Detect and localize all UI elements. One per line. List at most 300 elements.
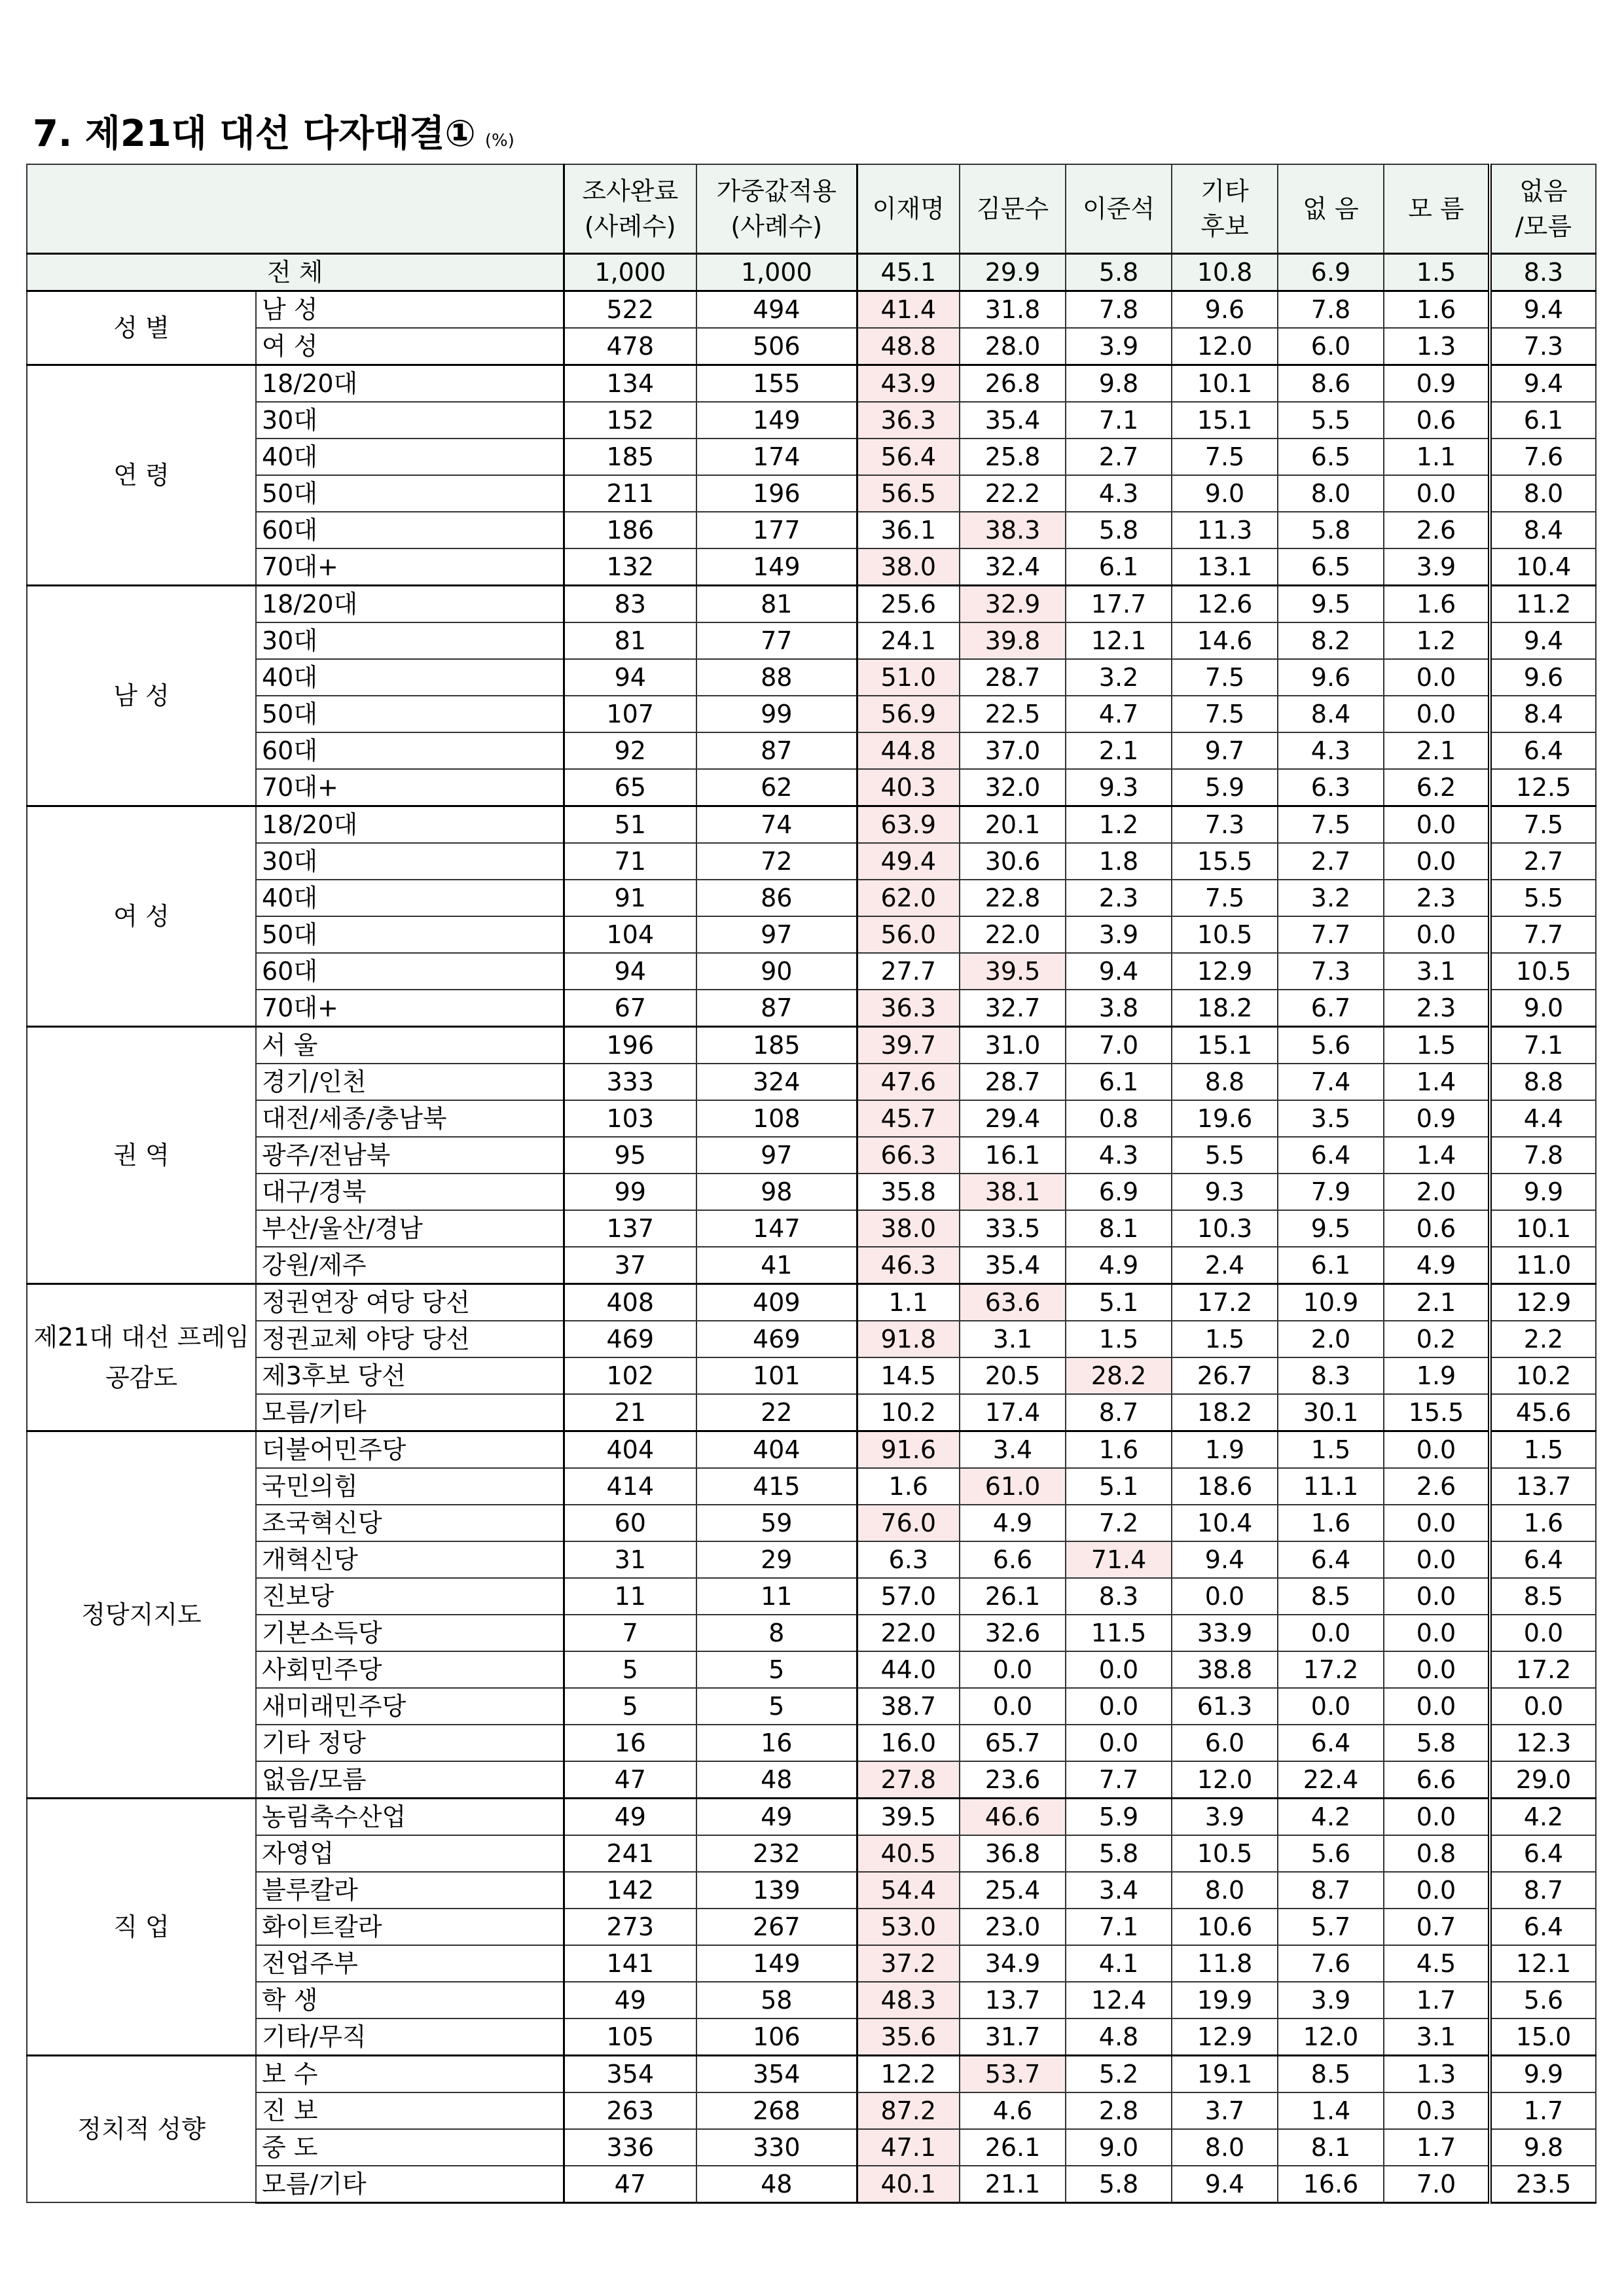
value-cell: 5.6 [1278, 1835, 1384, 1872]
group-label: 제21대 대선 프레임 공감도 [27, 1283, 256, 1431]
value-cell: 29 [696, 1541, 857, 1578]
value-cell: 1.2 [1384, 622, 1490, 659]
value-cell: 7.8 [1490, 1137, 1596, 1174]
value-cell: 46.6 [960, 1798, 1066, 1835]
value-cell: 27.7 [857, 953, 960, 990]
value-cell: 83 [564, 585, 696, 622]
value-cell: 6.6 [960, 1541, 1066, 1578]
value-cell: 6.0 [1278, 328, 1384, 365]
header-other-line2: 후보 [1200, 211, 1249, 241]
value-cell: 103 [564, 1100, 696, 1137]
header-weighted-line1: 가중값적용 [716, 176, 837, 206]
value-cell: 404 [696, 1431, 857, 1468]
value-cell: 1.4 [1384, 1137, 1490, 1174]
value-cell: 92 [564, 732, 696, 769]
value-cell: 12.6 [1172, 585, 1278, 622]
value-cell: 48 [696, 1761, 857, 1799]
value-cell: 47 [564, 2166, 696, 2203]
value-cell: 9.8 [1066, 365, 1172, 402]
header-nonedk-line1: 없음 [1519, 176, 1568, 206]
value-cell: 31.0 [960, 1026, 1066, 1064]
value-cell: 12.1 [1066, 622, 1172, 659]
value-cell: 59 [696, 1505, 857, 1541]
value-cell: 6.3 [1278, 769, 1384, 806]
value-cell: 141 [564, 1945, 696, 1982]
value-cell: 2.7 [1066, 439, 1172, 475]
value-cell: 8.1 [1278, 2129, 1384, 2166]
value-cell: 5 [564, 1688, 696, 1725]
table-row [27, 916, 1596, 953]
value-cell: 3.2 [1278, 880, 1384, 916]
value-cell: 6.2 [1384, 769, 1490, 806]
value-cell: 25.6 [857, 585, 960, 622]
value-cell: 35.8 [857, 1174, 960, 1210]
value-cell: 7.3 [1490, 328, 1596, 365]
value-cell: 9.5 [1278, 585, 1384, 622]
value-cell: 47.6 [857, 1064, 960, 1100]
value-cell: 38.0 [857, 548, 960, 586]
table-row [27, 769, 1596, 806]
value-cell: 71 [564, 843, 696, 880]
value-cell: 139 [696, 1872, 857, 1909]
value-cell: 268 [696, 2092, 857, 2129]
group-label: 성 별 [27, 291, 256, 365]
value-cell: 87 [696, 990, 857, 1027]
results-table [26, 164, 1597, 2204]
table-row [27, 365, 1596, 402]
header-other [1172, 164, 1278, 253]
value-cell: 33.5 [960, 1210, 1066, 1247]
value-cell: 39.5 [857, 1798, 960, 1835]
value-cell: 196 [564, 1026, 696, 1064]
value-cell: 6.5 [1278, 548, 1384, 586]
header-completed [564, 164, 696, 253]
value-cell: 16.6 [1278, 2166, 1384, 2203]
value-cell: 53.0 [857, 1909, 960, 1945]
value-cell: 3.4 [960, 1431, 1066, 1468]
value-cell: 17.2 [1278, 1651, 1384, 1688]
value-cell: 60 [564, 1505, 696, 1541]
value-cell: 5.8 [1066, 1835, 1172, 1872]
value-cell: 48 [696, 2166, 857, 2203]
subgroup-label: 여 성 [256, 328, 564, 365]
value-cell: 54.4 [857, 1872, 960, 1909]
value-cell: 7.8 [1278, 291, 1384, 328]
value-cell: 5.8 [1066, 2166, 1172, 2203]
value-cell: 25.4 [960, 1872, 1066, 1909]
subgroup-label: 18/20대 [256, 585, 564, 622]
value-cell: 0.8 [1384, 1835, 1490, 1872]
value-cell: 5.1 [1066, 1283, 1172, 1321]
value-cell: 12.4 [1066, 1982, 1172, 2018]
value-cell: 11.1 [1278, 1468, 1384, 1505]
subgroup-label: 조국혁신당 [256, 1505, 564, 1541]
value-cell: 38.8 [1172, 1651, 1278, 1688]
value-cell: 61.0 [960, 1468, 1066, 1505]
table-row [27, 475, 1596, 512]
value-cell: 30.6 [960, 843, 1066, 880]
value-cell: 81 [696, 585, 857, 622]
value-cell: 36.8 [960, 1835, 1066, 1872]
value-cell: 7.5 [1172, 696, 1278, 732]
value-cell: 10.9 [1278, 1283, 1384, 1321]
value-cell: 494 [696, 291, 857, 328]
value-cell: 49 [564, 1798, 696, 1835]
subgroup-label: 대구/경북 [256, 1174, 564, 1210]
value-cell: 1.3 [1384, 328, 1490, 365]
value-cell: 0.0 [960, 1651, 1066, 1688]
subgroup-label: 국민의힘 [256, 1468, 564, 1505]
value-cell: 8.5 [1278, 2055, 1384, 2092]
value-cell: 49 [696, 1798, 857, 1835]
value-cell: 8.4 [1278, 696, 1384, 732]
value-cell: 2.6 [1384, 512, 1490, 548]
value-cell: 7.3 [1278, 953, 1384, 990]
value-cell: 29.0 [1490, 1761, 1596, 1799]
value-cell: 6.4 [1278, 1725, 1384, 1761]
value-cell: 65 [564, 769, 696, 806]
value-cell: 6.1 [1066, 548, 1172, 586]
value-cell: 44.8 [857, 732, 960, 769]
value-cell: 1.9 [1384, 1357, 1490, 1394]
value-cell: 30.1 [1278, 1394, 1384, 1431]
value-cell: 152 [564, 402, 696, 439]
value-cell: 5.8 [1066, 512, 1172, 548]
value-cell: 56.0 [857, 916, 960, 953]
value-cell: 6.4 [1278, 1541, 1384, 1578]
value-cell: 26.8 [960, 365, 1066, 402]
table-row [27, 843, 1596, 880]
value-cell: 4.3 [1066, 1137, 1172, 1174]
value-cell: 2.8 [1066, 2092, 1172, 2129]
value-cell: 5.5 [1278, 402, 1384, 439]
value-cell: 9.9 [1490, 1174, 1596, 1210]
value-cell: 12.1 [1490, 1945, 1596, 1982]
subgroup-label: 전업주부 [256, 1945, 564, 1982]
subgroup-label: 모름/기타 [256, 2166, 564, 2203]
value-cell: 0.9 [1384, 365, 1490, 402]
value-cell: 8.4 [1490, 696, 1596, 732]
value-cell: 354 [696, 2055, 857, 2092]
value-cell: 12.0 [1172, 1761, 1278, 1799]
subgroup-label: 30대 [256, 402, 564, 439]
value-cell: 0.6 [1384, 402, 1490, 439]
value-cell: 6.1 [1066, 1064, 1172, 1100]
subgroup-label: 개혁신당 [256, 1541, 564, 1578]
value-cell: 3.9 [1278, 1982, 1384, 2018]
table-row [27, 1688, 1596, 1725]
value-cell: 4.9 [1066, 1247, 1172, 1284]
value-cell: 6.4 [1490, 1835, 1596, 1872]
table-row [27, 1835, 1596, 1872]
value-cell: 354 [564, 2055, 696, 2092]
value-cell: 37 [564, 1247, 696, 1284]
value-cell: 3.1 [1384, 953, 1490, 990]
unit-label: (%) [484, 131, 514, 151]
value-cell: 9.5 [1278, 1210, 1384, 1247]
value-cell: 4.2 [1490, 1798, 1596, 1835]
value-cell: 8.3 [1278, 1357, 1384, 1394]
subgroup-label: 기타 정당 [256, 1725, 564, 1761]
value-cell: 469 [564, 1321, 696, 1357]
value-cell: 56.4 [857, 439, 960, 475]
value-cell: 2.0 [1384, 1174, 1490, 1210]
value-cell: 12.0 [1278, 2018, 1384, 2056]
subgroup-label: 중 도 [256, 2129, 564, 2166]
value-cell: 29.4 [960, 1100, 1066, 1137]
value-cell: 5.6 [1490, 1982, 1596, 2018]
subgroup-label: 50대 [256, 475, 564, 512]
table-row [27, 328, 1596, 365]
value-cell: 7.5 [1490, 806, 1596, 843]
value-cell: 7.0 [1384, 2166, 1490, 2203]
value-cell: 47.1 [857, 2129, 960, 2166]
value-cell: 17.2 [1172, 1283, 1278, 1321]
value-cell: 1.6 [1066, 1431, 1172, 1468]
value-cell: 10.5 [1490, 953, 1596, 990]
value-cell: 43.9 [857, 365, 960, 402]
value-cell: 26.1 [960, 1578, 1066, 1615]
value-cell: 4.7 [1066, 696, 1172, 732]
subgroup-label: 40대 [256, 880, 564, 916]
table-row [27, 1761, 1596, 1799]
subgroup-label: 정권교체 야당 당선 [256, 1321, 564, 1357]
header-kim-moonsoo: 김문수 [960, 164, 1066, 253]
value-cell: 19.9 [1172, 1982, 1278, 2018]
value-cell: 108 [696, 1100, 857, 1137]
value-cell: 17.4 [960, 1394, 1066, 1431]
value-cell: 7.9 [1278, 1174, 1384, 1210]
value-cell: 0.0 [1278, 1615, 1384, 1651]
value-cell: 65.7 [960, 1725, 1066, 1761]
value-cell: 5.6 [1278, 1026, 1384, 1064]
value-cell: 11 [564, 1578, 696, 1615]
header-completed-line1: 조사완료 [582, 176, 679, 206]
value-cell: 3.9 [1384, 548, 1490, 586]
subgroup-label: 30대 [256, 843, 564, 880]
value-cell: 32.7 [960, 990, 1066, 1027]
value-cell: 9.6 [1490, 659, 1596, 696]
value-cell: 0.0 [1066, 1688, 1172, 1725]
value-cell: 5.9 [1172, 769, 1278, 806]
value-cell: 8.5 [1490, 1578, 1596, 1615]
value-cell: 45.1 [857, 253, 960, 291]
value-cell: 0.0 [1384, 1651, 1490, 1688]
table-row [27, 1872, 1596, 1909]
table-row [27, 1064, 1596, 1100]
value-cell: 33.9 [1172, 1615, 1278, 1651]
value-cell: 7.6 [1278, 1945, 1384, 1982]
value-cell: 9.4 [1490, 622, 1596, 659]
value-cell: 177 [696, 512, 857, 548]
table-body [27, 253, 1596, 2202]
value-cell: 7.5 [1172, 880, 1278, 916]
table-row [27, 402, 1596, 439]
value-cell: 10.6 [1172, 1909, 1278, 1945]
value-cell: 32.4 [960, 548, 1066, 586]
value-cell: 41.4 [857, 291, 960, 328]
value-cell: 324 [696, 1064, 857, 1100]
value-cell: 5.8 [1066, 253, 1172, 291]
subgroup-label: 광주/전남북 [256, 1137, 564, 1174]
value-cell: 0.2 [1384, 1321, 1490, 1357]
value-cell: 40.1 [857, 2166, 960, 2203]
table-row [27, 659, 1596, 696]
value-cell: 74 [696, 806, 857, 843]
value-cell: 409 [696, 1283, 857, 1321]
value-cell: 0.0 [1384, 475, 1490, 512]
group-label: 남 성 [27, 585, 256, 806]
value-cell: 186 [564, 512, 696, 548]
value-cell: 21.1 [960, 2166, 1066, 2203]
subgroup-label: 기타/무직 [256, 2018, 564, 2056]
value-cell: 51 [564, 806, 696, 843]
value-cell: 101 [696, 1357, 857, 1394]
value-cell: 90 [696, 953, 857, 990]
value-cell: 10.5 [1172, 1835, 1278, 1872]
subgroup-label: 정권연장 여당 당선 [256, 1283, 564, 1321]
value-cell: 2.7 [1278, 843, 1384, 880]
value-cell: 94 [564, 953, 696, 990]
value-cell: 7.1 [1490, 1026, 1596, 1064]
value-cell: 273 [564, 1909, 696, 1945]
value-cell: 1.6 [1490, 1505, 1596, 1541]
subgroup-label: 70대+ [256, 769, 564, 806]
value-cell: 47 [564, 1761, 696, 1799]
subgroup-label: 70대+ [256, 548, 564, 586]
value-cell: 10.1 [1172, 365, 1278, 402]
value-cell: 330 [696, 2129, 857, 2166]
value-cell: 48.3 [857, 1982, 960, 2018]
value-cell: 3.9 [1066, 328, 1172, 365]
value-cell: 3.2 [1066, 659, 1172, 696]
value-cell: 6.6 [1384, 1761, 1490, 1799]
value-cell: 185 [564, 439, 696, 475]
value-cell: 14.5 [857, 1357, 960, 1394]
subgroup-label: 남 성 [256, 291, 564, 328]
value-cell: 22.0 [960, 916, 1066, 953]
value-cell: 0.0 [1384, 696, 1490, 732]
value-cell: 5.7 [1278, 1909, 1384, 1945]
value-cell: 2.1 [1066, 732, 1172, 769]
table-row [27, 1100, 1596, 1137]
value-cell: 63.6 [960, 1283, 1066, 1321]
subgroup-label: 50대 [256, 696, 564, 732]
value-cell: 15.5 [1384, 1394, 1490, 1431]
subgroup-label: 더불어민주당 [256, 1431, 564, 1468]
value-cell: 404 [564, 1431, 696, 1468]
value-cell: 1.8 [1066, 843, 1172, 880]
value-cell: 28.7 [960, 1064, 1066, 1100]
subgroup-label: 강원/제주 [256, 1247, 564, 1284]
value-cell: 99 [564, 1174, 696, 1210]
value-cell: 4.1 [1066, 1945, 1172, 1982]
subgroup-label: 진 보 [256, 2092, 564, 2129]
value-cell: 23.5 [1490, 2166, 1596, 2203]
value-cell: 9.4 [1490, 291, 1596, 328]
value-cell: 8.0 [1278, 475, 1384, 512]
value-cell: 0.0 [1384, 1615, 1490, 1651]
value-cell: 16 [696, 1725, 857, 1761]
table-row [27, 1945, 1596, 1982]
value-cell: 11.2 [1490, 585, 1596, 622]
value-cell: 14.6 [1172, 622, 1278, 659]
table-row [27, 1615, 1596, 1651]
value-cell: 8.5 [1278, 1578, 1384, 1615]
table-row [27, 2055, 1596, 2092]
value-cell: 35.4 [960, 402, 1066, 439]
value-cell: 17.2 [1490, 1651, 1596, 1688]
value-cell: 32.0 [960, 769, 1066, 806]
table-row [27, 439, 1596, 475]
value-cell: 1.4 [1278, 2092, 1384, 2129]
value-cell: 5 [696, 1651, 857, 1688]
table-row [27, 1431, 1596, 1468]
value-cell: 91.6 [857, 1431, 960, 1468]
value-cell: 4.3 [1066, 475, 1172, 512]
table-row [27, 1982, 1596, 2018]
value-cell: 86 [696, 880, 857, 916]
value-cell: 7.2 [1066, 1505, 1172, 1541]
value-cell: 13.7 [1490, 1468, 1596, 1505]
value-cell: 1.6 [1278, 1505, 1384, 1541]
value-cell: 22.5 [960, 696, 1066, 732]
value-cell: 0.7 [1384, 1909, 1490, 1945]
value-cell: 87 [696, 732, 857, 769]
value-cell: 66.3 [857, 1137, 960, 1174]
value-cell: 1.6 [857, 1468, 960, 1505]
value-cell: 11.5 [1066, 1615, 1172, 1651]
value-cell: 94 [564, 659, 696, 696]
value-cell: 3.1 [960, 1321, 1066, 1357]
value-cell: 5.1 [1066, 1468, 1172, 1505]
value-cell: 36.3 [857, 990, 960, 1027]
value-cell: 9.8 [1490, 2129, 1596, 2166]
subgroup-label: 60대 [256, 512, 564, 548]
value-cell: 6.1 [1278, 1247, 1384, 1284]
value-cell: 11.3 [1172, 512, 1278, 548]
subgroup-label: 60대 [256, 953, 564, 990]
value-cell: 0.0 [1384, 1431, 1490, 1468]
value-cell: 7.3 [1172, 806, 1278, 843]
value-cell: 12.3 [1490, 1725, 1596, 1761]
value-cell: 3.8 [1066, 990, 1172, 1027]
value-cell: 506 [696, 328, 857, 365]
value-cell: 267 [696, 1909, 857, 1945]
value-cell: 12.9 [1172, 2018, 1278, 2056]
value-cell: 12.2 [857, 2055, 960, 2092]
header-weighted-line2: (사례수) [731, 211, 823, 241]
value-cell: 6.9 [1066, 1174, 1172, 1210]
value-cell: 10.2 [857, 1394, 960, 1431]
value-cell: 149 [696, 548, 857, 586]
value-cell: 6.4 [1278, 1137, 1384, 1174]
value-cell: 10.3 [1172, 1210, 1278, 1247]
value-cell: 105 [564, 2018, 696, 2056]
value-cell: 2.4 [1172, 1247, 1278, 1284]
value-cell: 22.2 [960, 475, 1066, 512]
table-row [27, 1505, 1596, 1541]
value-cell: 185 [696, 1026, 857, 1064]
value-cell: 40.5 [857, 1835, 960, 1872]
value-cell: 91 [564, 880, 696, 916]
value-cell: 8.7 [1278, 1872, 1384, 1909]
value-cell: 1.5 [1490, 1431, 1596, 1468]
table-row [27, 2129, 1596, 2166]
value-cell: 142 [564, 1872, 696, 1909]
value-cell: 9.3 [1066, 769, 1172, 806]
value-cell: 4.9 [960, 1505, 1066, 1541]
